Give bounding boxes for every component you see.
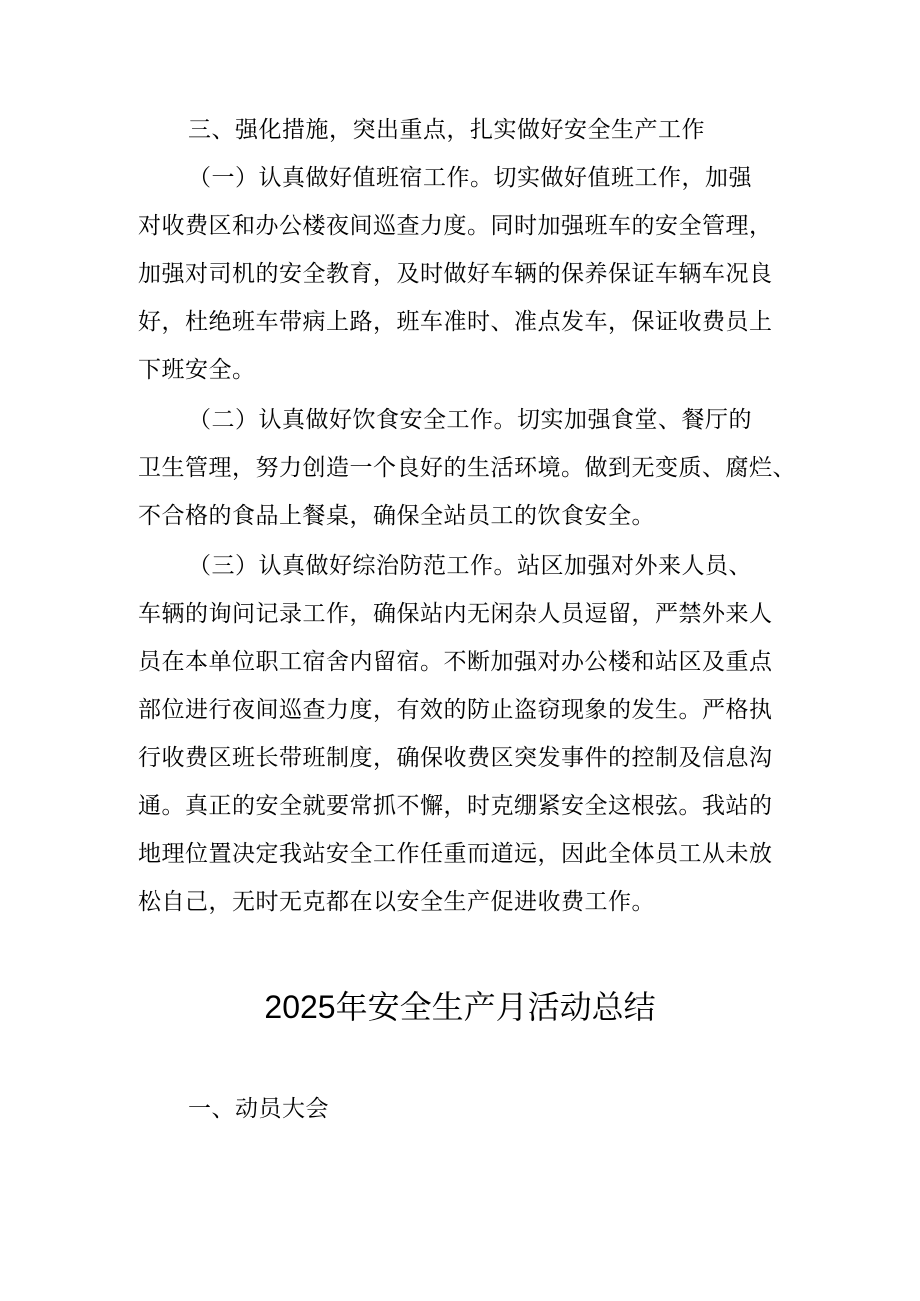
paragraph-1-line-2: 对收费区和办公楼夜间巡查力度。同时加强班车的安全管理， <box>138 213 773 239</box>
paragraph-3-line-1: （三）认真做好综治防范工作。站区加强对外来人员、 <box>188 553 752 579</box>
paragraph-3-line-8: 松自己，无时无克都在以安全生产促进收费工作。 <box>138 889 655 915</box>
paragraph-1-line-4: 好，杜绝班车带病上路，班车准时、准点发车，保证收费员上 <box>138 309 773 335</box>
paragraph-2-line-2: 卫生管理，努力创造一个良好的生活环境。做到无变质、腐烂、 <box>138 455 796 481</box>
paragraph-3-line-3: 员在本单位职工宿舍内留宿。不断加强对办公楼和站区及重点 <box>138 649 773 675</box>
paragraph-3-line-2: 车辆的询问记录工作，确保站内无闲杂人员逗留，严禁外来人 <box>138 601 773 627</box>
paragraph-3-line-7: 地理位置决定我站安全工作任重而道远，因此全体员工从未放 <box>138 841 773 867</box>
section-heading-mobilization: 一、动员大会 <box>188 1096 329 1122</box>
paragraph-1-line-3: 加强对司机的安全教育，及时做好车辆的保养保证车辆车况良 <box>138 261 773 287</box>
document-title: 2025年安全生产月活动总结 <box>264 989 656 1025</box>
paragraph-1-line-5: 下班安全。 <box>138 357 256 383</box>
paragraph-1-line-1: （一）认真做好值班宿工作。切实做好值班工作，加强 <box>188 165 752 191</box>
paragraph-3-line-5: 行收费区班长带班制度，确保收费区突发事件的控制及信息沟 <box>138 745 773 771</box>
paragraph-3-line-6: 通。真正的安全就要常抓不懈，时克绷紧安全这根弦。我站的 <box>138 793 773 819</box>
section-heading: 三、强化措施，突出重点，扎实做好安全生产工作 <box>188 117 705 143</box>
paragraph-2-line-1: （二）认真做好饮食安全工作。切实加强食堂、餐厅的 <box>188 407 752 433</box>
paragraph-2-line-3: 不合格的食品上餐桌，确保全站员工的饮食安全。 <box>138 503 655 529</box>
paragraph-3-line-4: 部位进行夜间巡查力度，有效的防止盗窃现象的发生。严格执 <box>138 697 773 723</box>
